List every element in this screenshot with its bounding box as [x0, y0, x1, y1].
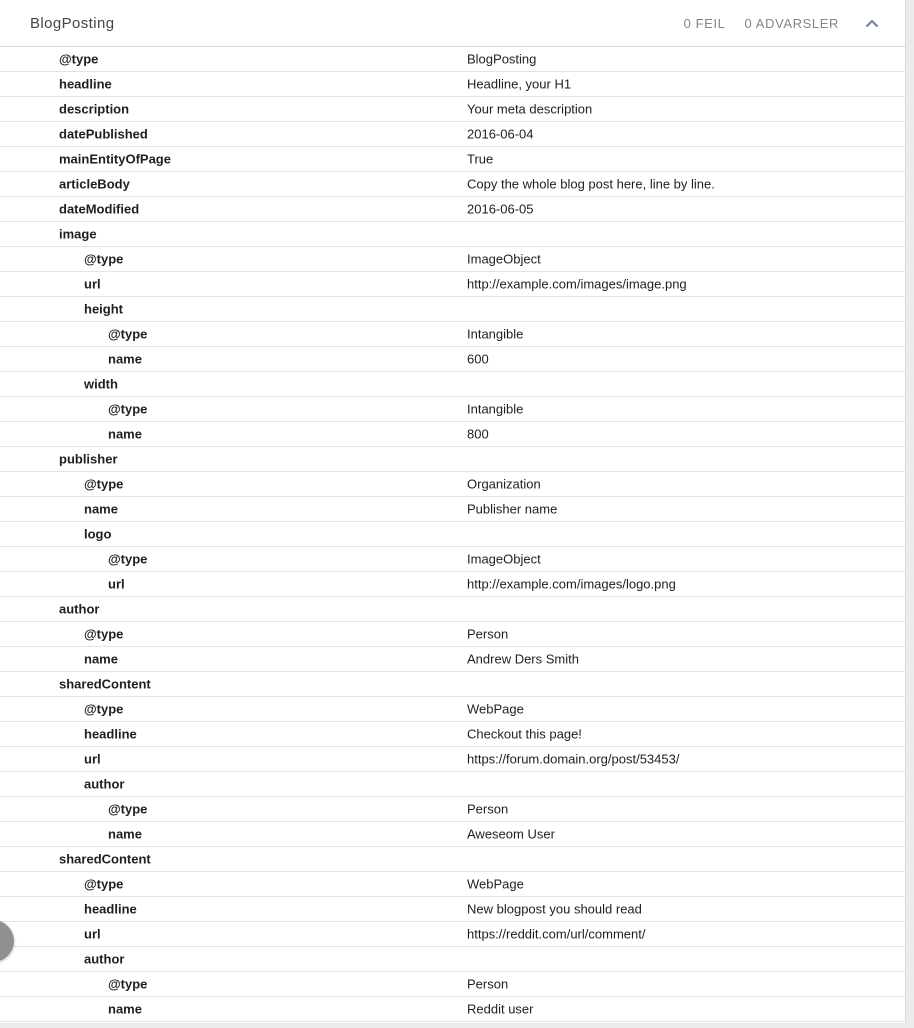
property-value: Intangible — [467, 401, 524, 417]
property-key: name — [108, 826, 142, 842]
table-row[interactable] — [0, 597, 905, 622]
table-row[interactable] — [0, 372, 905, 397]
property-key: author — [84, 776, 125, 792]
table-row[interactable] — [0, 947, 905, 972]
table-row[interactable] — [0, 547, 905, 572]
property-value: Andrew Ders Smith — [467, 651, 579, 667]
header-status-group — [684, 16, 889, 31]
property-value: Aweseom User — [467, 826, 555, 842]
table-row[interactable] — [0, 772, 905, 797]
property-key: publisher — [59, 451, 118, 467]
table-row[interactable] — [0, 747, 905, 772]
table-row[interactable] — [0, 222, 905, 247]
property-value: ImageObject — [467, 251, 541, 267]
property-key: headline — [84, 726, 137, 742]
table-row[interactable] — [0, 997, 905, 1022]
property-key: name — [84, 501, 118, 517]
property-key: description — [59, 101, 130, 117]
table-row[interactable] — [0, 172, 905, 197]
table-row[interactable] — [0, 847, 905, 872]
property-key: mainEntityOfPage — [59, 151, 171, 167]
warnings-count-badge[interactable]: 0 ADVARSLER — [744, 15, 839, 31]
property-key: headline — [59, 76, 112, 92]
property-key: @type — [59, 51, 99, 67]
property-key: sharedContent — [59, 676, 151, 692]
property-value: Intangible — [467, 326, 524, 342]
property-key: image — [59, 226, 97, 242]
property-value: http://example.com/images/image.png — [467, 276, 687, 292]
property-key: @type — [84, 251, 124, 267]
property-value: Person — [467, 626, 509, 642]
property-table — [0, 47, 905, 1022]
table-row[interactable] — [0, 47, 905, 72]
property-key: url — [108, 576, 125, 592]
property-value: Reddit user — [467, 1001, 534, 1017]
property-value: Checkout this page! — [467, 726, 582, 742]
property-key: name — [108, 351, 142, 367]
property-key: author — [84, 951, 125, 967]
property-key: author — [59, 601, 100, 617]
property-key: @type — [108, 976, 148, 992]
table-row[interactable] — [0, 272, 905, 297]
property-key: @type — [84, 701, 124, 717]
property-value: True — [467, 151, 494, 167]
errors-count-badge[interactable]: 0 FEIL — [683, 15, 726, 31]
property-value: https://reddit.com/url/comment/ — [467, 926, 646, 942]
property-key: name — [108, 1001, 142, 1017]
table-row[interactable] — [0, 872, 905, 897]
property-value: Person — [467, 801, 509, 817]
property-key: @type — [108, 326, 148, 342]
property-key: @type — [84, 876, 124, 892]
property-value: 2016-06-04 — [467, 126, 534, 142]
table-row[interactable] — [0, 297, 905, 322]
property-value: Headline, your H1 — [467, 76, 572, 92]
property-value: 600 — [467, 351, 489, 367]
table-row[interactable] — [0, 322, 905, 347]
table-row[interactable] — [0, 422, 905, 447]
property-key: sharedContent — [59, 851, 151, 867]
property-value: ImageObject — [467, 551, 541, 567]
property-value: 800 — [467, 426, 489, 442]
property-value: Copy the whole blog post here, line by line. — [467, 176, 715, 192]
table-row[interactable] — [0, 72, 905, 97]
schema-title: BlogPosting — [30, 14, 115, 32]
property-value: Organization — [467, 476, 541, 492]
table-row[interactable] — [0, 822, 905, 847]
table-row[interactable] — [0, 197, 905, 222]
property-key: @type — [108, 801, 148, 817]
table-row[interactable] — [0, 447, 905, 472]
property-key: @type — [108, 401, 148, 417]
property-value: https://forum.domain.org/post/53453/ — [467, 751, 680, 767]
property-key: @type — [84, 626, 124, 642]
table-row[interactable] — [0, 647, 905, 672]
table-row[interactable] — [0, 472, 905, 497]
table-row[interactable] — [0, 922, 905, 947]
property-key: url — [84, 751, 101, 767]
property-key: dateModified — [59, 201, 140, 217]
property-key: datePublished — [59, 126, 148, 142]
property-value: Your meta description — [467, 101, 593, 117]
table-row[interactable] — [0, 347, 905, 372]
table-row[interactable] — [0, 122, 905, 147]
table-row[interactable] — [0, 497, 905, 522]
collapse-button[interactable] — [865, 19, 879, 28]
property-key: height — [84, 301, 123, 317]
table-row[interactable] — [0, 697, 905, 722]
property-value: 2016-06-05 — [467, 201, 534, 217]
property-key: @type — [108, 551, 148, 567]
property-value: Publisher name — [467, 501, 558, 517]
table-row[interactable] — [0, 972, 905, 997]
property-value: WebPage — [467, 701, 524, 717]
property-key: headline — [84, 901, 137, 917]
property-value: New blogpost you should read — [467, 901, 642, 917]
table-row[interactable] — [0, 672, 905, 697]
property-key: url — [84, 926, 101, 942]
property-key: width — [84, 376, 118, 392]
property-value: Person — [467, 976, 509, 992]
table-row[interactable] — [0, 572, 905, 597]
table-row[interactable] — [0, 722, 905, 747]
schema-card-header — [0, 0, 905, 47]
property-key: logo — [84, 526, 112, 542]
table-row[interactable] — [0, 622, 905, 647]
table-row[interactable] — [0, 897, 905, 922]
table-row[interactable] — [0, 247, 905, 272]
chevron-up-icon — [865, 19, 879, 28]
table-row[interactable] — [0, 147, 905, 172]
property-key: articleBody — [59, 176, 130, 192]
property-key: url — [84, 276, 101, 292]
property-key: @type — [84, 476, 124, 492]
property-key: name — [108, 426, 142, 442]
property-value: BlogPosting — [467, 51, 537, 67]
property-value: WebPage — [467, 876, 524, 892]
property-key: name — [84, 651, 118, 667]
property-value: http://example.com/images/logo.png — [467, 576, 676, 592]
table-row[interactable] — [0, 522, 905, 547]
table-row[interactable] — [0, 97, 905, 122]
table-row[interactable] — [0, 797, 905, 822]
table-row[interactable] — [0, 397, 905, 422]
